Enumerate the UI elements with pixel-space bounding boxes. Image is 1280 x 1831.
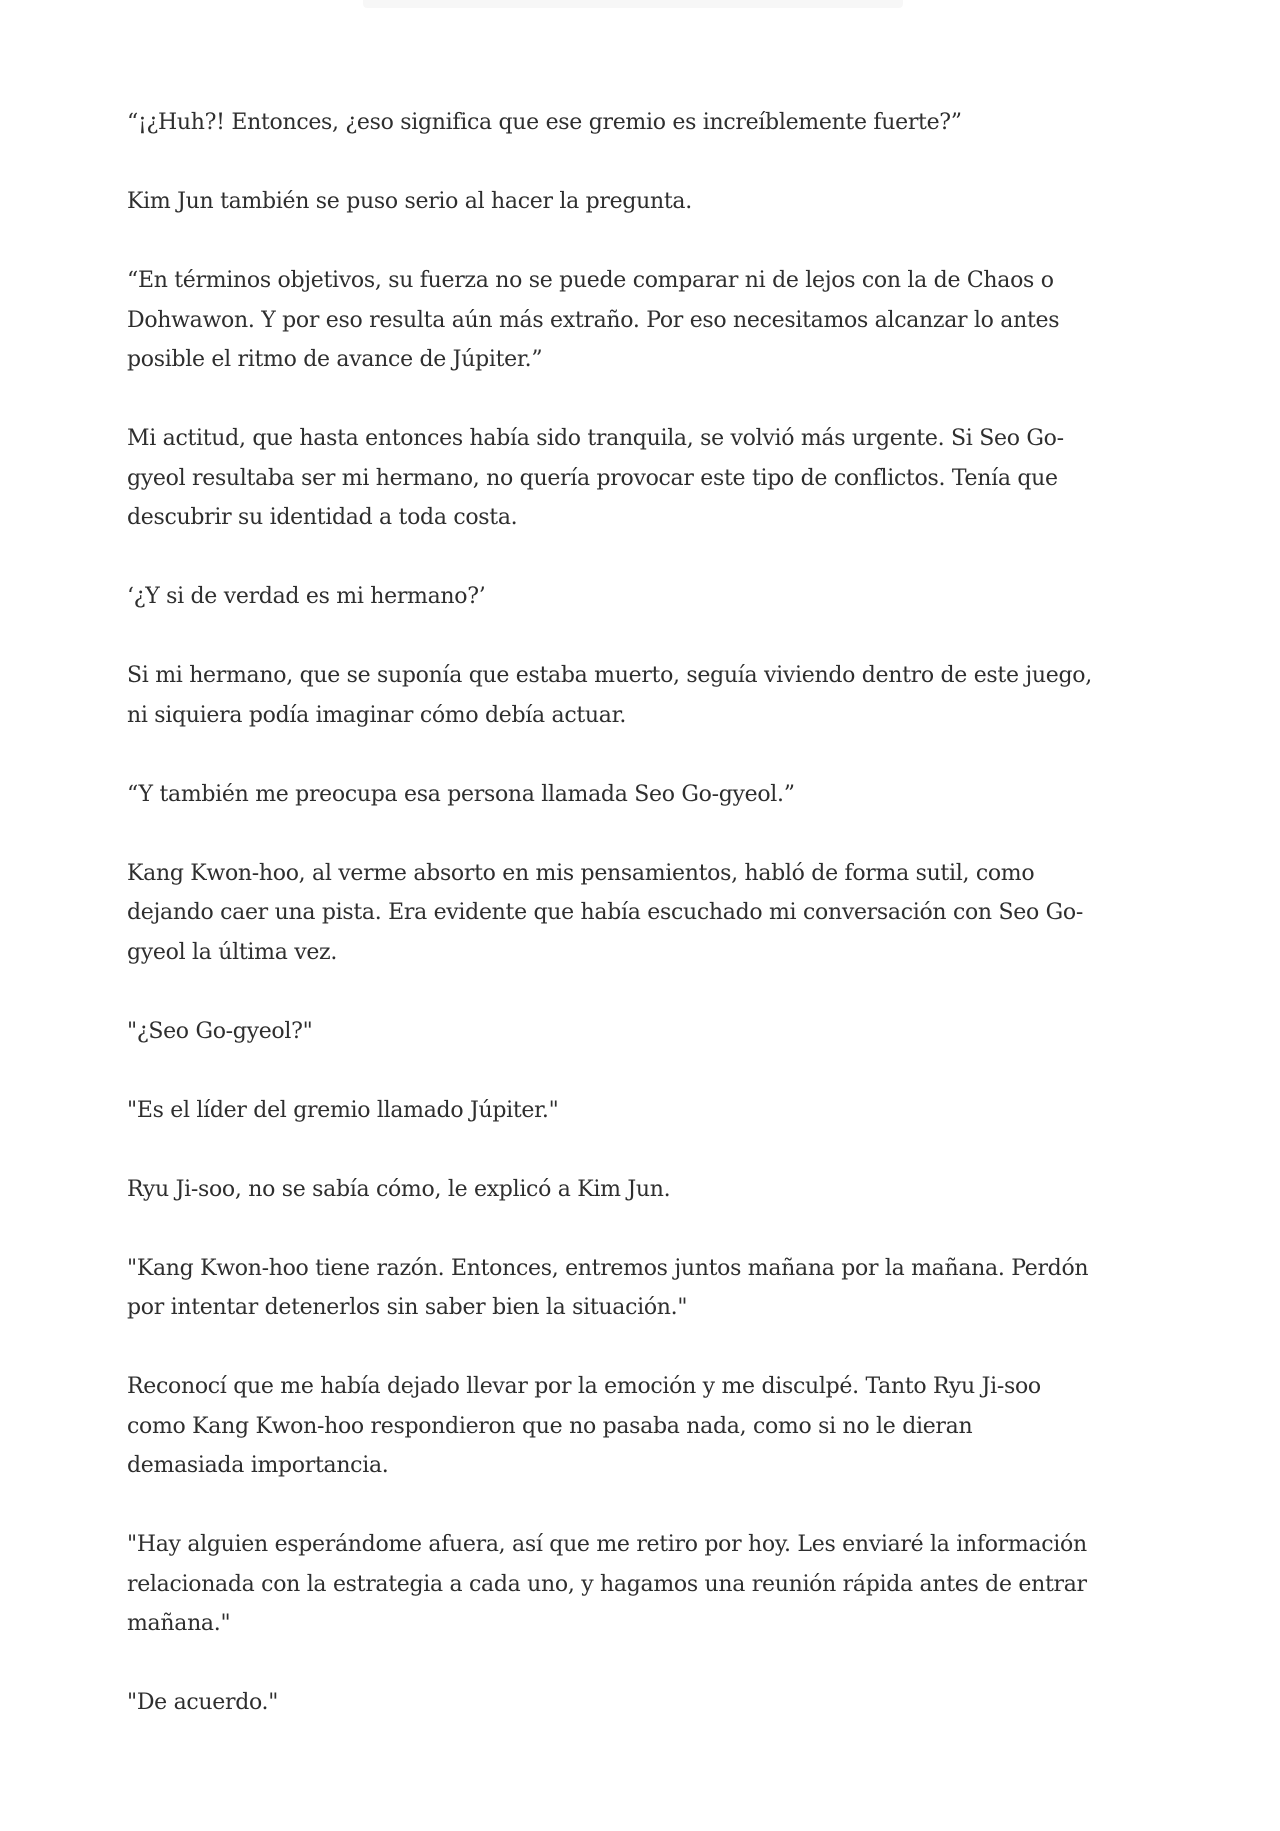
text-line: "¿Seo Go-gyeol?": [127, 1018, 313, 1044]
text-line: Dohwawon. Y por eso resulta aún más extraño. Por eso necesitamos alcanzar lo antes: [127, 307, 1060, 333]
text-line: dejando caer una pista. Era evidente que había escuchado mi conversación con Seo Go-: [127, 900, 1083, 925]
text-line: “En términos objetivos, su fuerza no se puede comparar ni de lejos con la de Chaos o: [127, 268, 1054, 293]
text-line: gyeol resultaba ser mi hermano, no quería provocar este tipo de conflictos. Tenía que: [127, 465, 1058, 491]
text-line: Mi actitud, que hasta entonces había sido tranquila, se volvió más urgente. Si Seo Go-: [127, 426, 1064, 451]
text-line: Reconocí que me había dejado llevar por la emoción y me disculpé. Tanto Ryu Ji-soo: [127, 1374, 1041, 1399]
document-body: [127, 103, 1147, 1762]
paragraph: [127, 1091, 1147, 1131]
paragraph: [127, 1367, 1147, 1486]
paragraph: [127, 261, 1147, 380]
text-line: “Y también me preocupa esa persona llamada Seo Go-gyeol.”: [127, 781, 795, 807]
text-line: “¡¿Huh?! Entonces, ¿eso significa que ese gremio es increíblemente fuerte?”: [127, 110, 962, 135]
text-line: "Hay alguien esperándome afuera, así que me retiro por hoy. Les enviaré la información: [127, 1532, 1087, 1557]
text-line: Si mi hermano, que se suponía que estaba muerto, seguía viviendo dentro de este juego,: [127, 663, 1092, 688]
text-line: descubrir su identidad a toda costa.: [127, 505, 518, 530]
text-line: demasiada importancia.: [127, 1453, 389, 1478]
paragraph: [127, 103, 1147, 143]
paragraph: [127, 1170, 1147, 1210]
text-line: posible el ritmo de avance de Júpiter.”: [127, 347, 543, 372]
text-line: Ryu Ji-soo, no se sabía cómo, le explicó a Kim Jun.: [127, 1176, 671, 1202]
text-line: por intentar detenerlos sin saber bien la situación.": [127, 1295, 688, 1320]
text-line: ni siquiera podía imaginar cómo debía actuar.: [127, 702, 627, 728]
paragraph: [127, 419, 1147, 538]
text-line: Kang Kwon-hoo, al verme absorto en mis pensamientos, habló de forma sutil, como: [127, 860, 1035, 886]
paragraph: [127, 182, 1147, 222]
text-line: ‘¿Y si de verdad es mi hermano?’: [127, 584, 486, 609]
paragraph: [127, 1525, 1147, 1644]
paragraph: [127, 854, 1147, 973]
text-line: "Kang Kwon-hoo tiene razón. Entonces, entremos juntos mañana por la mañana. Perdón: [127, 1255, 1089, 1281]
text-line: mañana.": [127, 1611, 231, 1636]
paragraph: [127, 1249, 1147, 1328]
text-line: "Es el líder del gremio llamado Júpiter.": [127, 1097, 559, 1123]
top-scroll-indicator: [363, 0, 903, 8]
paragraph: [127, 1012, 1147, 1052]
text-line: "De acuerdo.": [127, 1690, 279, 1715]
paragraph: [127, 656, 1147, 735]
paragraph: [127, 1683, 1147, 1723]
text-line: relacionada con la estrategia a cada uno, y hagamos una reunión rápida antes de entrar: [127, 1571, 1087, 1597]
paragraph: [127, 577, 1147, 617]
paragraph: [127, 775, 1147, 815]
text-line: como Kang Kwon-hoo respondieron que no pasaba nada, como si no le dieran: [127, 1413, 973, 1439]
text-line: Kim Jun también se puso serio al hacer la pregunta.: [127, 189, 692, 214]
text-line: gyeol la última vez.: [127, 939, 338, 965]
